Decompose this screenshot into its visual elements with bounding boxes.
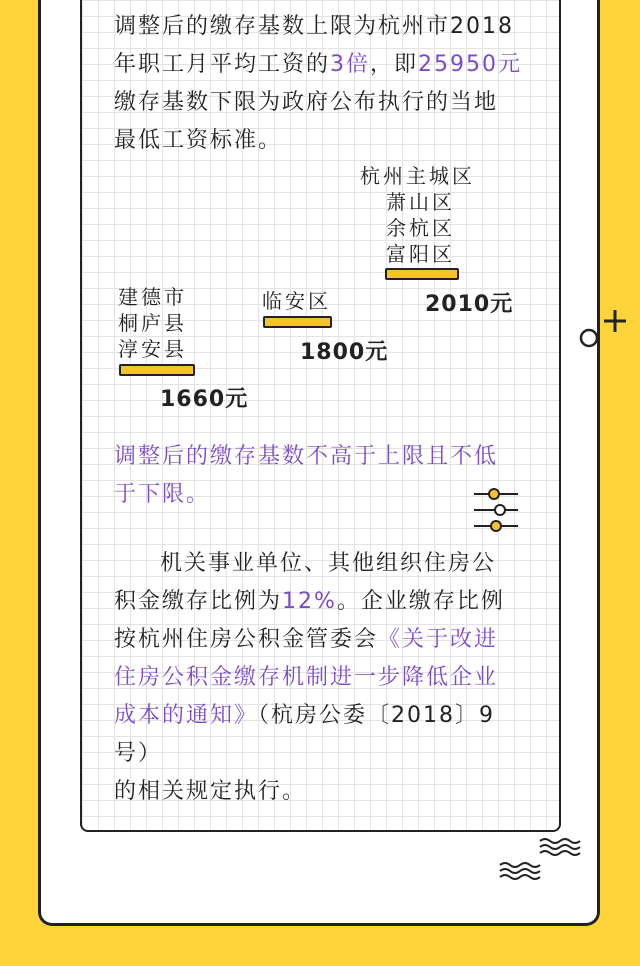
intro-line-4: 最低工资标准。 xyxy=(114,128,283,153)
tier-area-label: 富阳区 xyxy=(386,242,455,266)
intro-upper-limit: 25950元 xyxy=(418,52,523,77)
tier-amount: 2010元 xyxy=(425,292,514,317)
intro-line-3: 缴存基数下限为政府公布执行的当地 xyxy=(114,90,499,115)
sliders-icon xyxy=(474,484,520,530)
intro-line-2a: 年职工月平均工资的 xyxy=(114,52,331,77)
tier-bar xyxy=(119,364,195,376)
intro-multiplier: 3倍 xyxy=(330,52,371,77)
note-paragraph xyxy=(114,438,534,514)
ratio-line-3a: 按杭州住房公积金管委会 xyxy=(114,627,379,652)
tier-area-label: 萧山区 xyxy=(386,190,455,214)
intro-line-1: 调整后的缴存基数上限为杭州市2018 xyxy=(114,14,514,39)
tier-amount: 1800元 xyxy=(300,340,389,365)
ratio-doc-title-start: 《关于改进 xyxy=(378,627,499,652)
ratio-line-6: 的相关规定执行。 xyxy=(114,779,307,804)
ratio-doc-number: （杭房公委〔2018〕9号） xyxy=(114,703,496,766)
ratio-line-2c: 。企业缴存比例 xyxy=(336,589,505,614)
note-line-2: 于下限。 xyxy=(114,482,211,507)
ratio-line-2a: 积金缴存比例为 xyxy=(114,589,283,614)
intro-line-2c: ，即 xyxy=(370,52,419,77)
tier-area-label: 建德市 xyxy=(118,285,187,309)
ratio-percent: 12% xyxy=(282,589,337,614)
wave-icon xyxy=(498,860,546,882)
tier-area-label: 杭州主城区 xyxy=(360,164,475,188)
tier-bar xyxy=(263,316,332,328)
ratio-line-1: 机关事业单位、其他组织住房公 xyxy=(160,551,497,576)
ratio-doc-title-end: 成本的通知》 xyxy=(114,703,259,728)
intro-paragraph xyxy=(114,8,534,160)
note-line-1: 调整后的缴存基数不高于上限且不低 xyxy=(114,444,499,469)
wave-icon xyxy=(538,836,586,858)
tier-bar xyxy=(385,268,459,280)
ratio-paragraph xyxy=(114,545,534,811)
plus-circle-icon xyxy=(575,305,630,355)
tier-amount: 1660元 xyxy=(160,387,249,412)
tier-area-label: 余杭区 xyxy=(386,216,455,240)
ratio-doc-title-middle: 住房公积金缴存机制进一步降低企业 xyxy=(114,665,499,690)
tier-area-label: 临安区 xyxy=(262,289,331,313)
tier-area-label: 桐庐县 xyxy=(118,311,187,335)
tier-area-label: 淳安县 xyxy=(118,337,187,361)
